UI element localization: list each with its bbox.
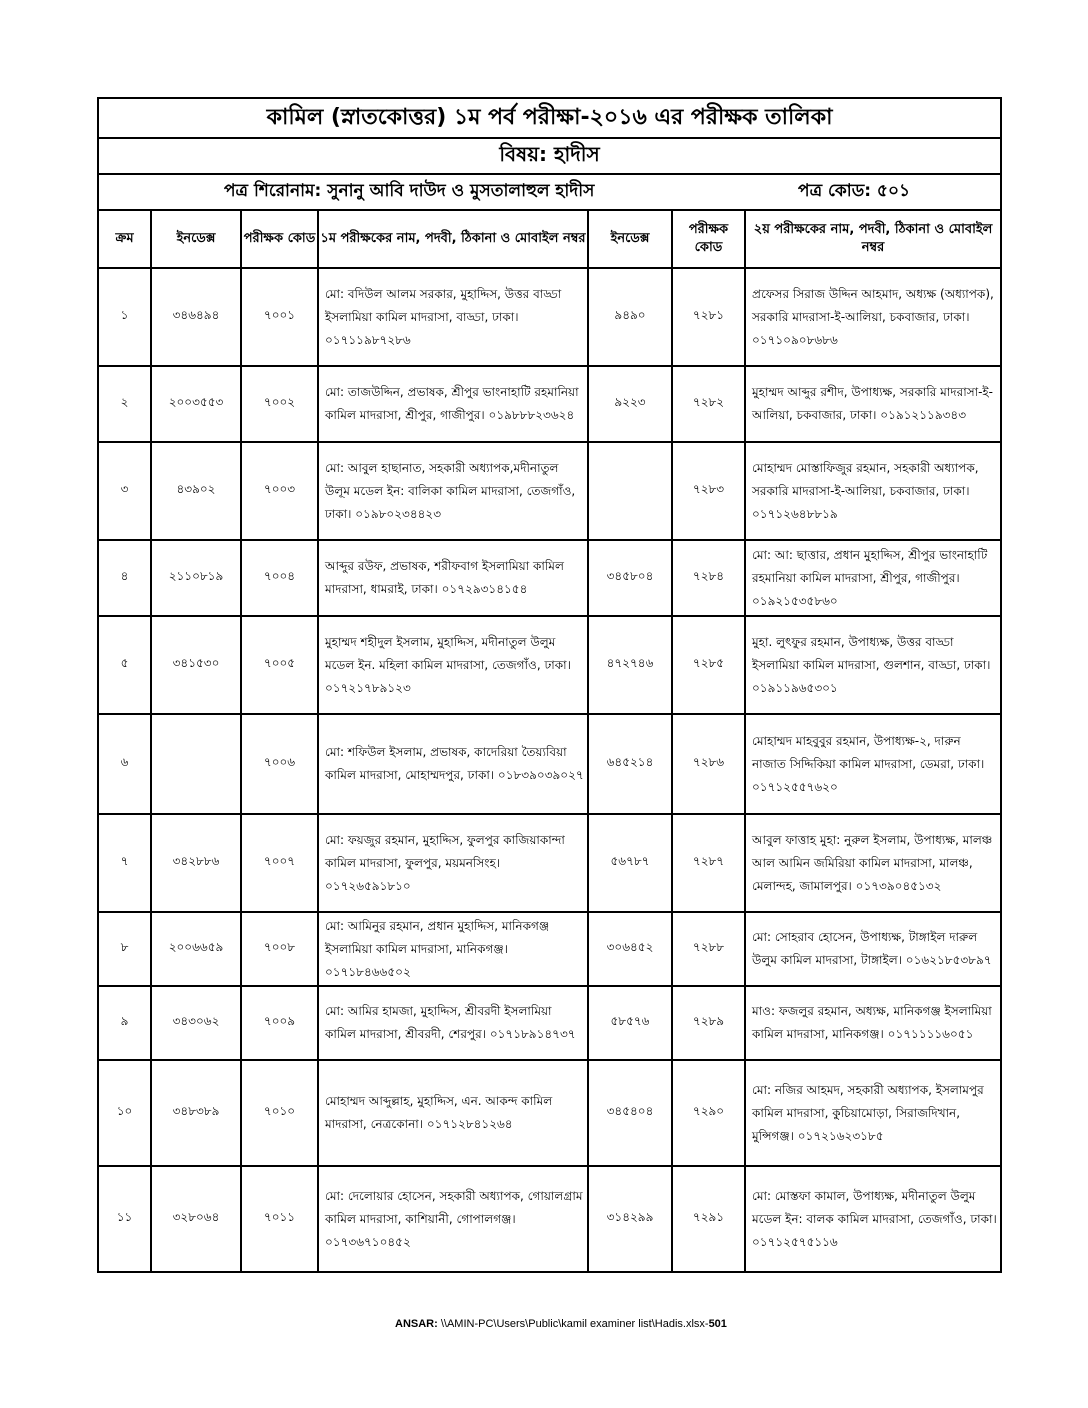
footer-path: \\AMIN-PC\Users\Public\kamil examiner list\Hadis.xlsx- (440, 1318, 709, 1330)
examiner-code-1-cell: ৭০০৬ (241, 714, 318, 814)
index-1-cell: ৪৩৯০২ (151, 442, 241, 540)
examiner-2-cell: মুহাম্মদ আব্দুর রশীদ, উপাধ্যক্ষ, সরকারি মাদরাসা-ই-আলিয়া, চকবাজার, ঢাকা। ০১৯১২১১৯৩৪৩ (745, 366, 1001, 442)
examiner-1-cell: আব্দুর রউফ, প্রভাষক, শরীফবাগ ইসলামিয়া কামিল মাদরাসা, ধামরাই, ঢাকা। ০১৭২৯৩১৪১৫৪ (318, 540, 588, 616)
table-row (98, 616, 1001, 714)
examiner-code-2-cell: ৭২৮৯ (672, 986, 745, 1060)
index-2-cell: ৩১৪২৯৯ (588, 1166, 672, 1272)
serial-cell: ১ (98, 268, 151, 366)
serial-cell: ৬ (98, 714, 151, 814)
footer-label: ANSAR: (395, 1318, 438, 1330)
serial-cell: ৭ (98, 814, 151, 912)
examiner-code-1-cell: ৭০০৫ (241, 616, 318, 714)
examiner-1-cell: মো: বদিউল আলম সরকার, মুহাদ্দিস, উত্তর বাড্ডা ইসলামিয়া কামিল মাদরাসা, বাড্ডা, ঢাকা। ০১৭১১৯৮৭২৮৬ (318, 268, 588, 366)
index-2-cell: ৯২২৩ (588, 366, 672, 442)
examiner-2-cell: মো: সোহরাব হোসেন, উপাধ্যক্ষ, টাঙ্গাইল দারুল উলুম কামিল মাদরাসা, টাঙ্গাইল। ০১৬২১৮৫৩৮৯৭ (745, 912, 1001, 986)
table-header-row (98, 210, 1001, 268)
table-row (98, 442, 1001, 540)
table-row (98, 986, 1001, 1060)
serial-cell: ১১ (98, 1166, 151, 1272)
serial-cell: ১০ (98, 1060, 151, 1166)
examiner-2-cell: প্রফেসর সিরাজ উদ্দিন আহমাদ, অধ্যক্ষ (অধ্যাপক), সরকারি মাদরাসা-ই-আলিয়া, চকবাজার, ঢাকা। ০১৭১০৯০৮৬৮৬ (745, 268, 1001, 366)
examiner-2-cell: মোহাম্মদ মোস্তাফিজুর রহমান, সহকারী অধ্যাপক, সরকারি মাদরাসা-ই-আলিয়া, চকবাজার, ঢাকা।০১৭১২৬৪৮৮১৯ (745, 442, 1001, 540)
examiner-code-1-cell: ৭০০৪ (241, 540, 318, 616)
serial-cell: ৮ (98, 912, 151, 986)
examiner-code-1-cell: ৭০০৩ (241, 442, 318, 540)
index-2-cell: ৩৪৫৮০৪ (588, 540, 672, 616)
examiner-2-cell: মোহাম্মদ মাহবুবুর রহমান, উপাধ্যক্ষ-২, দারুন নাজাত সিদ্দিকিয়া কামিল মাদরাসা, ডেমরা, ঢাকা। ০১৭১২৫৫৭৬২০ (745, 714, 1001, 814)
index-1-cell: ৩৪৩০৬২ (151, 986, 241, 1060)
index-1-cell: ৩৪১৫৩০ (151, 616, 241, 714)
examiner-1-cell: মুহাম্মদ শহীদুল ইসলাম, মুহাদ্দিস, মদীনাতুল উলুম মডেল ইন. মহিলা কামিল মাদরাসা, তেজগাঁও, ঢাকা। ০১৭২১৭৮৯১২৩ (318, 616, 588, 714)
examiner-1-cell: মো: আমিনুর রহমান, প্রধান মুহাদ্দিস, মানিকগঞ্জ ইসলামিয়া কামিল মাদরাসা, মানিকগঞ্জ। ০১৭১৮৪৬৬৫০২ (318, 912, 588, 986)
index-2-cell: ৬৪৫২১৪ (588, 714, 672, 814)
examiner-code-2-cell: ৭২৯০ (672, 1060, 745, 1166)
examiner-code-2-cell: ৭২৮২ (672, 366, 745, 442)
table-row (98, 540, 1001, 616)
table-row (98, 268, 1001, 366)
examiner-list-sheet (97, 97, 1000, 1273)
examiner-code-1-cell: ৭০১০ (241, 1060, 318, 1166)
index-2-cell: ৪৭২৭৪৬ (588, 616, 672, 714)
examiner-1-cell: মো: আমির হামজা, মুহাদ্দিস, শ্রীবরদী ইসলামিয়া কামিল মাদরাসা, শ্রীবরদী, শেরপুর। ০১৭১৮৯১৪৭৩৭ (318, 986, 588, 1060)
index-1-cell: ২০০৬৬৫৯ (151, 912, 241, 986)
table-row (98, 1166, 1001, 1272)
paper-title: পত্র শিরোনাম: সুনানু আবি দাউদ ও মুসতালাহুল হাদীস (224, 181, 595, 201)
examiner-2-cell: মো: নজির আহমদ, সহকারী অধ্যাপক, ইসলামপুর কামিল মাদরাসা, কুচিয়ামোড়া, সিরাজদিখান, মুন্সিগঞ্জ। ০১৭২১৬২৩১৮৫ (745, 1060, 1001, 1166)
index-1-cell: ২১১০৮১৯ (151, 540, 241, 616)
footer-page: 501 (708, 1318, 727, 1330)
table-row (98, 366, 1001, 442)
paper-info-row (98, 174, 1001, 210)
table-row (98, 912, 1001, 986)
examiner-1-cell: মো: শফিউল ইসলাম, প্রভাষক, কাদেরিয়া তৈয়্যবিয়া কামিল মাদরাসা, মোহাম্মদপুর, ঢাকা। ০১৮৩৯০৩৯০২৭ (318, 714, 588, 814)
examiner-2-cell: মো: আ: ছাত্তার, প্রধান মুহাদ্দিস, শ্রীপুর ভাংনাহাটি রহমানিয়া কামিল মাদরাসা, শ্রীপুর, গাজীপুর। ০১৯২১৫৩৫৮৬০ (745, 540, 1001, 616)
examiner-code-2-cell: ৭২৮৭ (672, 814, 745, 912)
examiner-code-1-cell: ৭০০১ (241, 268, 318, 366)
header-examiner-1: ১ম পরীক্ষকের নাম, পদবী, ঠিকানা ও মোবাইল নম্বর (318, 210, 588, 268)
serial-cell: ৪ (98, 540, 151, 616)
header-serial: ক্রম (98, 210, 151, 268)
header-index-2: ইনডেক্স (588, 210, 672, 268)
examiner-code-2-cell: ৭২৮১ (672, 268, 745, 366)
table-row (98, 714, 1001, 814)
examiner-rows (98, 268, 1001, 1272)
header-examiner-code-2: পরীক্ষক কোড (672, 210, 745, 268)
examiner-1-cell: মোহাম্মদ আব্দুল্লাহ, মুহাদ্দিস, এন. আকন্দ কামিল মাদরাসা, নেত্রকোনা। ০১৭১২৮৪১২৬৪ (318, 1060, 588, 1166)
examiner-code-2-cell: ৭২৯১ (672, 1166, 745, 1272)
index-2-cell (588, 442, 672, 540)
examiner-code-1-cell: ৭০০৭ (241, 814, 318, 912)
table-row (98, 814, 1001, 912)
header-examiner-2: ২য় পরীক্ষকের নাম, পদবী, ঠিকানা ও মোবাইল নম্বর (745, 210, 1001, 268)
index-2-cell: ৫৬৭৮৭ (588, 814, 672, 912)
examiner-code-2-cell: ৭২৮৪ (672, 540, 745, 616)
index-1-cell: ৩৪৬৪৯৪ (151, 268, 241, 366)
examiner-code-1-cell: ৭০০৮ (241, 912, 318, 986)
subject-title: বিষয়: হাদীস (98, 138, 1001, 174)
examiner-1-cell: মো: ফয়জুর রহমান, মুহাদ্দিস, ফুলপুর কাজিয়াকান্দা কামিল মাদরাসা, ফুলপুর, ময়মনসিংহ। ০১৭২৬৫৯১৮১০ (318, 814, 588, 912)
examiner-table (97, 97, 1002, 1273)
examiner-1-cell: মো: আবুল হাছানাত, সহকারী অধ্যাপক,মদীনাতুল উলূম মডেল ইন: বালিকা কামিল মাদরাসা, তেজগাঁও, ঢাকা। ০১৯৮০২৩৪৪২৩ (318, 442, 588, 540)
examiner-code-2-cell: ৭২৮৮ (672, 912, 745, 986)
examiner-2-cell: মুহা. লুৎফুর রহমান, উপাধ্যক্ষ, উত্তর বাড্ডা ইসলামিয়া কামিল মাদরাসা, গুলশান, বাড্ডা, ঢাকা। ০১৯১১৯৬৫৩০১ (745, 616, 1001, 714)
examiner-code-2-cell: ৭২৮৩ (672, 442, 745, 540)
examiner-2-cell: মো: মোস্তফা কামাল, উপাধ্যক্ষ, মদীনাতুল উলুম মডেল ইন: বালক কামিল মাদরাসা, তেজগাঁও, ঢাকা। ০১৭১২৫৭৫১১৬ (745, 1166, 1001, 1272)
index-2-cell: ৯৪৯০ (588, 268, 672, 366)
index-1-cell: ২০০৩৫৫৩ (151, 366, 241, 442)
serial-cell: ৩ (98, 442, 151, 540)
examiner-1-cell: মো: দেলোয়ার হোসেন, সহকারী অধ্যাপক, গোয়ালগ্রাম কামিল মাদরাসা, কাশিয়ানী, গোপালগঞ্জ। ০১৭৩৬৭১০৪৫২ (318, 1166, 588, 1272)
examiner-1-cell: মো: তাজউদ্দিন, প্রভাষক, শ্রীপুর ভাংনাহাটি রহমানিয়া কামিল মাদরাসা, শ্রীপুর, গাজীপুর। ০১৯৮৮৮২৩৬২৪ (318, 366, 588, 442)
index-1-cell: ৩২৮০৬৪ (151, 1166, 241, 1272)
table-row (98, 1060, 1001, 1166)
index-1-cell: ৩৪২৮৮৬ (151, 814, 241, 912)
paper-code: পত্র কোড: ৫০১ (798, 181, 911, 201)
examiner-code-1-cell: ৭০০২ (241, 366, 318, 442)
index-2-cell: ৩৪৫৪০৪ (588, 1060, 672, 1166)
examiner-code-1-cell: ৭০০৯ (241, 986, 318, 1060)
file-path-footer (395, 1318, 727, 1330)
header-examiner-code-1: পরীক্ষক কোড (241, 210, 318, 268)
index-2-cell: ৫৮৫৭৬ (588, 986, 672, 1060)
index-2-cell: ৩০৬৪৫২ (588, 912, 672, 986)
examiner-code-2-cell: ৭২৮৫ (672, 616, 745, 714)
serial-cell: ৫ (98, 616, 151, 714)
index-1-cell: ৩৪৮৩৮৯ (151, 1060, 241, 1166)
serial-cell: ২ (98, 366, 151, 442)
index-1-cell (151, 714, 241, 814)
examiner-code-2-cell: ৭২৮৬ (672, 714, 745, 814)
examiner-2-cell: আবুল ফাত্তাহ মুহা: নুরুল ইসলাম, উপাধ্যক্ষ, মালঞ্চ আল আমিন জমিরিয়া কামিল মাদরাসা, মালঞ্চ, মেলান্দহ, জামালপুর। ০১৭৩৯০৪৫১৩২ (745, 814, 1001, 912)
serial-cell: ৯ (98, 986, 151, 1060)
examiner-code-1-cell: ৭০১১ (241, 1166, 318, 1272)
examiner-2-cell: মাও: ফজলুর রহমান, অধ্যক্ষ, মানিকগঞ্জ ইসলামিয়া কামিল মাদরাসা, মানিকগঞ্জ। ০১৭১১১১৬০৫১ (745, 986, 1001, 1060)
header-index-1: ইনডেক্স (151, 210, 241, 268)
page-title: কামিল (স্নাতকোত্তর) ১ম পর্ব পরীক্ষা-২০১৬ এর পরীক্ষক তালিকা (98, 98, 1001, 138)
